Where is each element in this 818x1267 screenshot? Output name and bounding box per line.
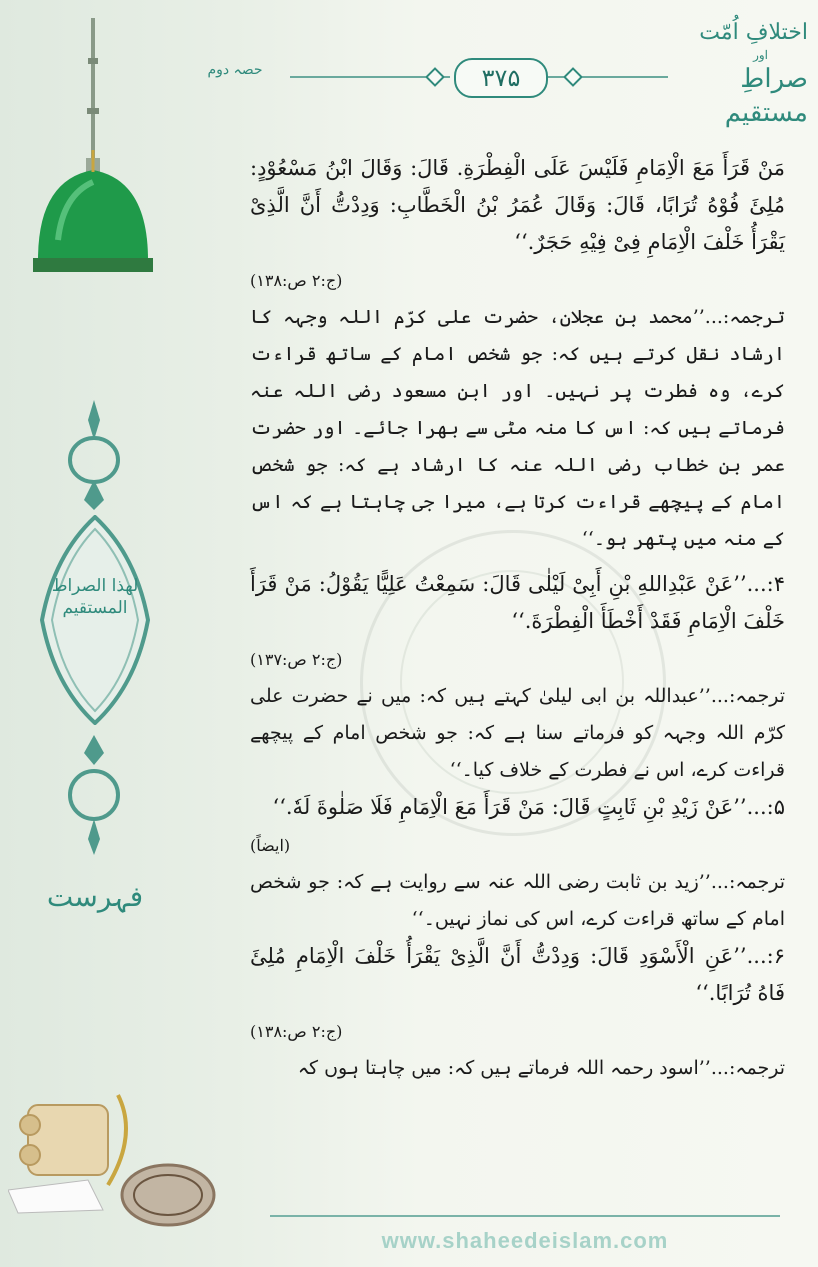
footer-divider [270,1215,780,1217]
reference: (ایضاً) [250,836,291,855]
translation-p5: ترجمہ:...’’زید بن ثابت رضی اللہ عنہ سے روایت ہے کہ: جو شخص امام کے ساتھ قراءت کرے، اس کی نماز نہیں۔‘‘ [250,871,785,930]
emblem-text: لهذا الصراط المستقيم [51,576,139,618]
website-link[interactable]: www.shaheedeislam.com [381,1228,669,1253]
translation-p6: ترجمہ:...’’اسود رحمہ اللہ فرماتے ہیں کہ: میں چاہتا ہوں کہ [297,1057,785,1079]
arabic-text-p4: ۴:...’’عَنْ عَبْدِاللهِ بْنِ أَبِىْ لَيْلٰى قَالَ: سَمِعْتُ عَلِيًّا يَقُوْلُ: مَنْ قَرَأَ خَلْفَ الْاِمَامِ فَقَدْ أَخْطَأَ الْفِطْرَةَ.‘‘ [250,572,786,633]
book-title-line2: اور [753,48,768,62]
header-ornament-diamond [425,67,445,87]
index-link[interactable]: فہرست [46,880,144,913]
page-number: ۳۷۵ [454,58,548,98]
translation-p4: ترجمہ:...’’عبداللہ بن ابی لیلیٰ کہتے ہیں کہ: میں نے حضرت علی کرّم اللہ وجہہ کو فرماتے سنا ہے کہ: جو شخص امام کے پیچھے قراءت کرے، اس نے فطرت کے خلاف کیا۔‘‘ [250,685,785,781]
reference: (ج:۲ ص:۱۳۷) [250,650,343,669]
floral-ornament-icon [64,735,124,855]
floral-ornament-icon [64,400,124,510]
translation-p1: ترجمہ:...’’محمد بن عجلان، حضرت علی کرّم اللہ وجہہ کا ارشاد نقل کرتے ہیں کہ: جو شخص امام کے ساتھ قراءت کرے، وہ فطرت پر نہیں۔ اور ابنِ مسعود رضی اللہ عنہ فرماتے ہیں کہ: اس کا منہ مٹی سے بھرا جائے۔ اور حضرت عمر بن خطاب رضی اللہ عنہ کا ارشاد ہے کہ: جو شخص امام کے پیچھے قراءت کرتا ہے، میرا جی چاہتا ہے کہ اس کے منہ میں پتھر ہو۔‘‘ [250,306,785,550]
header-ornament-diamond [563,67,583,87]
book-title [658,18,808,128]
arabic-text-p5: ۵:...’’عَنْ زَيْدِ بْنِ ثَابِتٍ قَالَ: مَنْ قَرَأَ مَعَ الْاِمَامِ فَلَا صَلٰوةَ لَهٗ.‘‘ [272,795,785,819]
arabic-text-p1: مَنْ قَرَأَ مَعَ الْاِمَامِ فَلَيْسَ عَلَى الْفِطْرَةِ. قَالَ: وَقَالَ ابْنُ مَسْعُوْدٍ: مُلِئَ فُوْهُ تُرَابًا، قَالَ: وَقَالَ عُمَرُ بْنُ الْخَطَّابِ: وَدِدْتُّ أَنَّ الَّذِىْ يَقْرَأُ خَلْفَ الْاِمَامِ فِىْ فِيْهِ حَجَرٌ.‘‘ [250,156,785,254]
green-dome-icon [28,150,158,280]
arabic-text-p6: ۶:...’’عَنِ الْأَسْوَدِ قَالَ: وَدِدْتُّ أَنَّ الَّذِىْ يَقْرَأُ خَلْفَ الْاِمَامِ مُلِئَ فَاهُ تُرَابًا.‘‘ [250,944,785,1005]
reference: (ج:۲ ص:۱۳۸) [250,271,343,290]
main-text [250,150,785,1087]
section-label: حصہ دوم [207,62,263,78]
book-title-line1: اختلافِ اُمّت [699,20,808,45]
reference: (ج:۲ ص:۱۳۸) [250,1022,343,1041]
book-title-line3: صراطِ مستقیم [724,64,808,128]
publisher-seal-icon [118,1160,218,1230]
